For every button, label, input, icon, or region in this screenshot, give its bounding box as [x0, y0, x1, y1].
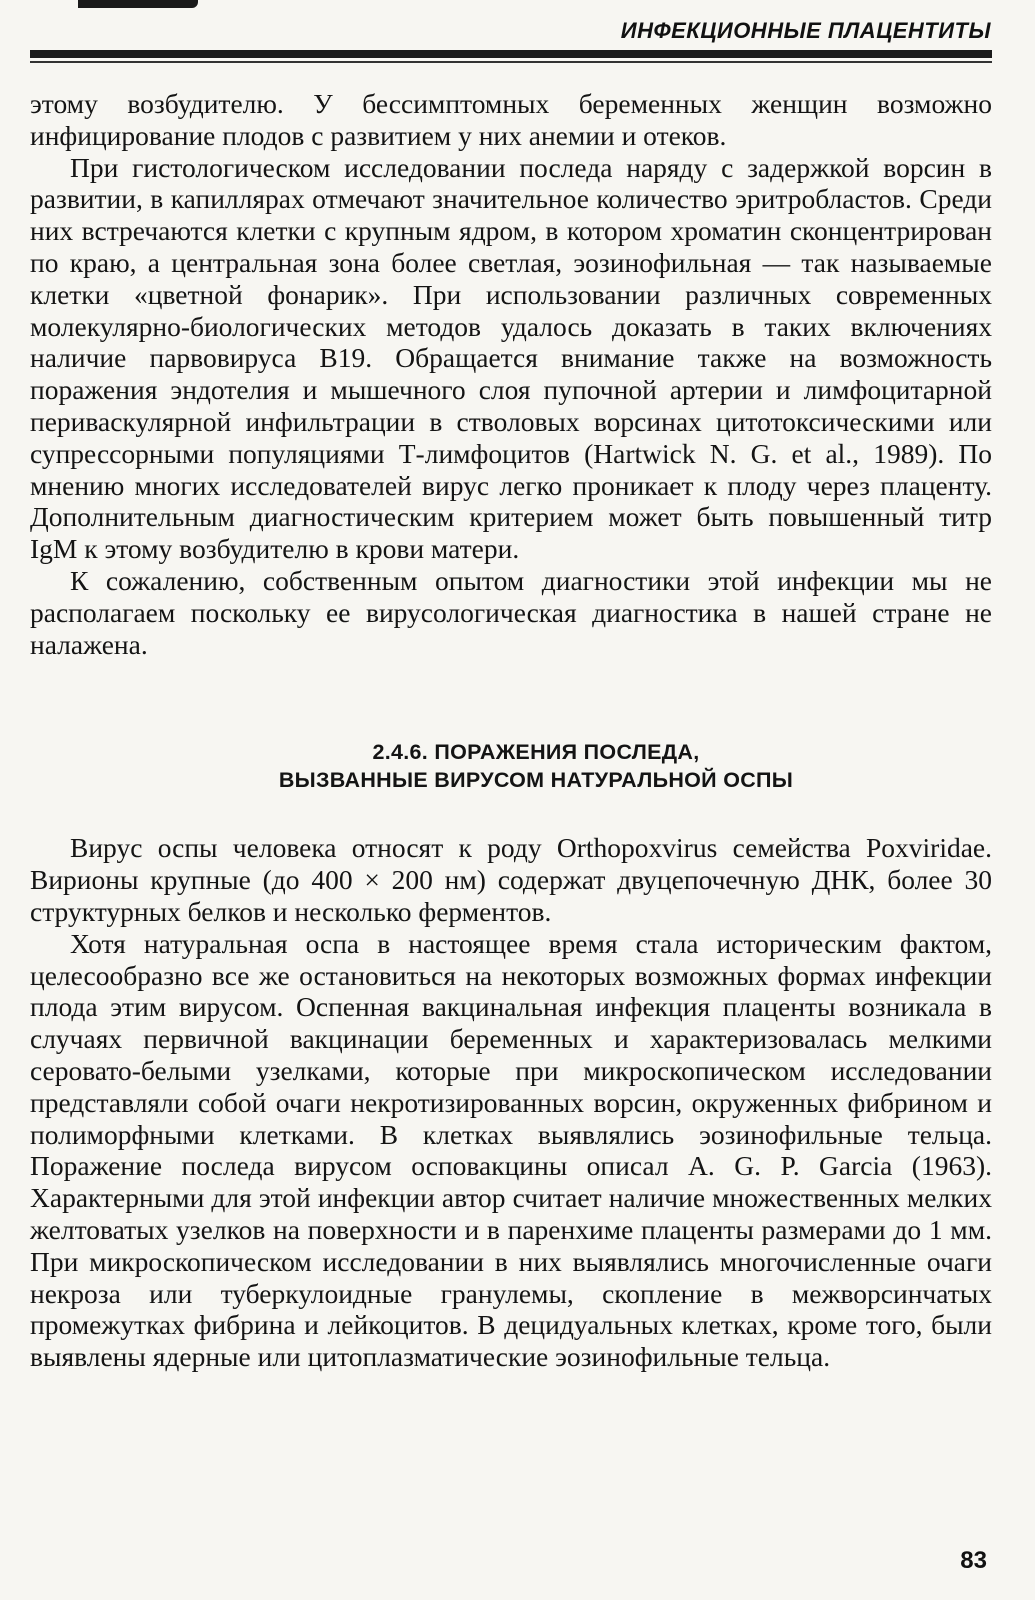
header-rule-thin — [30, 61, 992, 63]
header-rule — [30, 50, 992, 58]
paragraph: К сожалению, собственным опытом диагностики этой инфекции мы не располагаем поскольку ее вирусологическая диагностика в нашей стране не налажена. — [30, 564, 992, 660]
running-header: ИНФЕКЦИОННЫЕ ПЛАЦЕНТИТЫ — [620, 18, 991, 43]
paragraph: этому возбудителю. У бессимптомных беременных женщин возможно инфицирование плодов с развитием у них анемии и отеков. — [30, 88, 992, 151]
paragraph: Вирус оспы человека относят к роду Orthopoxvirus семейства Poxviridae. Вирионы крупные (до 400 × 200 нм) содержат двуцепочечную ДНК, более 30 структурных белков и несколько ферментов. — [30, 832, 992, 927]
section-heading-line-1: 2.4.6. ПОРАЖЕНИЯ ПОСЛЕДА, — [372, 740, 700, 765]
paragraph: При гистологическом исследовании последа наряду с задержкой ворсин в развитии, в капиллярах отмечают значительное количество эритробластов. Среди них встречаются клетки с крупным ядром, в котором хроматин сконцентрирован по краю, а центральная зона более светлая, эозинофильная — так называемые клетки «цветной фонарик». При использовании различных современных молекулярно-биологических методов удалось доказать в таких включениях наличие парвовируса В19. Обращается внимание также на возможность поражения эндотелия и мышечного слоя пупочной артерии и лимфоцитарной периваскулярной инфильтрации в стволовых ворсинах цитотоксическими или супрессорными популяциями Т-лимфоцитов (Hartwick N. G. et al., 1989). По мнению многих исследователей вирус легко проникает к плоду через плаценту. Дополнительным диагностическим критерием может быть повышенный титр IgM к этому возбудителю в крови матери. — [30, 151, 992, 565]
section-heading-line-2: ВЫЗВАННЫЕ ВИРУСОМ НАТУРАЛЬНОЙ ОСПЫ — [278, 768, 794, 793]
page-number: 83 — [960, 1547, 987, 1574]
section-heading — [30, 738, 992, 794]
corner-mark — [78, 0, 198, 8]
paragraph: Хотя натуральная оспа в настоящее время стала историческим фактом, целесообразно все же остановиться на некоторых возможных формах инфекции плода этим вирусом. Оспенная вакцинальная инфекция плаценты возникала в случаях первичной вакцинации беременных и характеризовалась мелкими серовато-белыми узелками, которые при микроскопическом исследовании представляли собой очаги некротизированных ворсин, окруженных фибрином и полиморфными клетками. В клетках выявлялись эозинофильные тельца. Поражение последа вирусом осповакцины описал A. G. P. Garcia (1963). Характерными для этой инфекции автор считает наличие множественных мелких желтоватых узелков на поверхности и в паренхиме плаценты размерами до 1 мм. При микроскопическом исследовании в них выявлялись многочисленные очаги некроза или туберкулоидные гранулемы, скопление в межворсинчатых промежутках фибрина и лейкоцитов. В децидуальных клетках, кроме того, были выявлены ядерные или цитоплазматические эозинофильные тельца. — [30, 927, 992, 1373]
page-body — [30, 88, 992, 1373]
